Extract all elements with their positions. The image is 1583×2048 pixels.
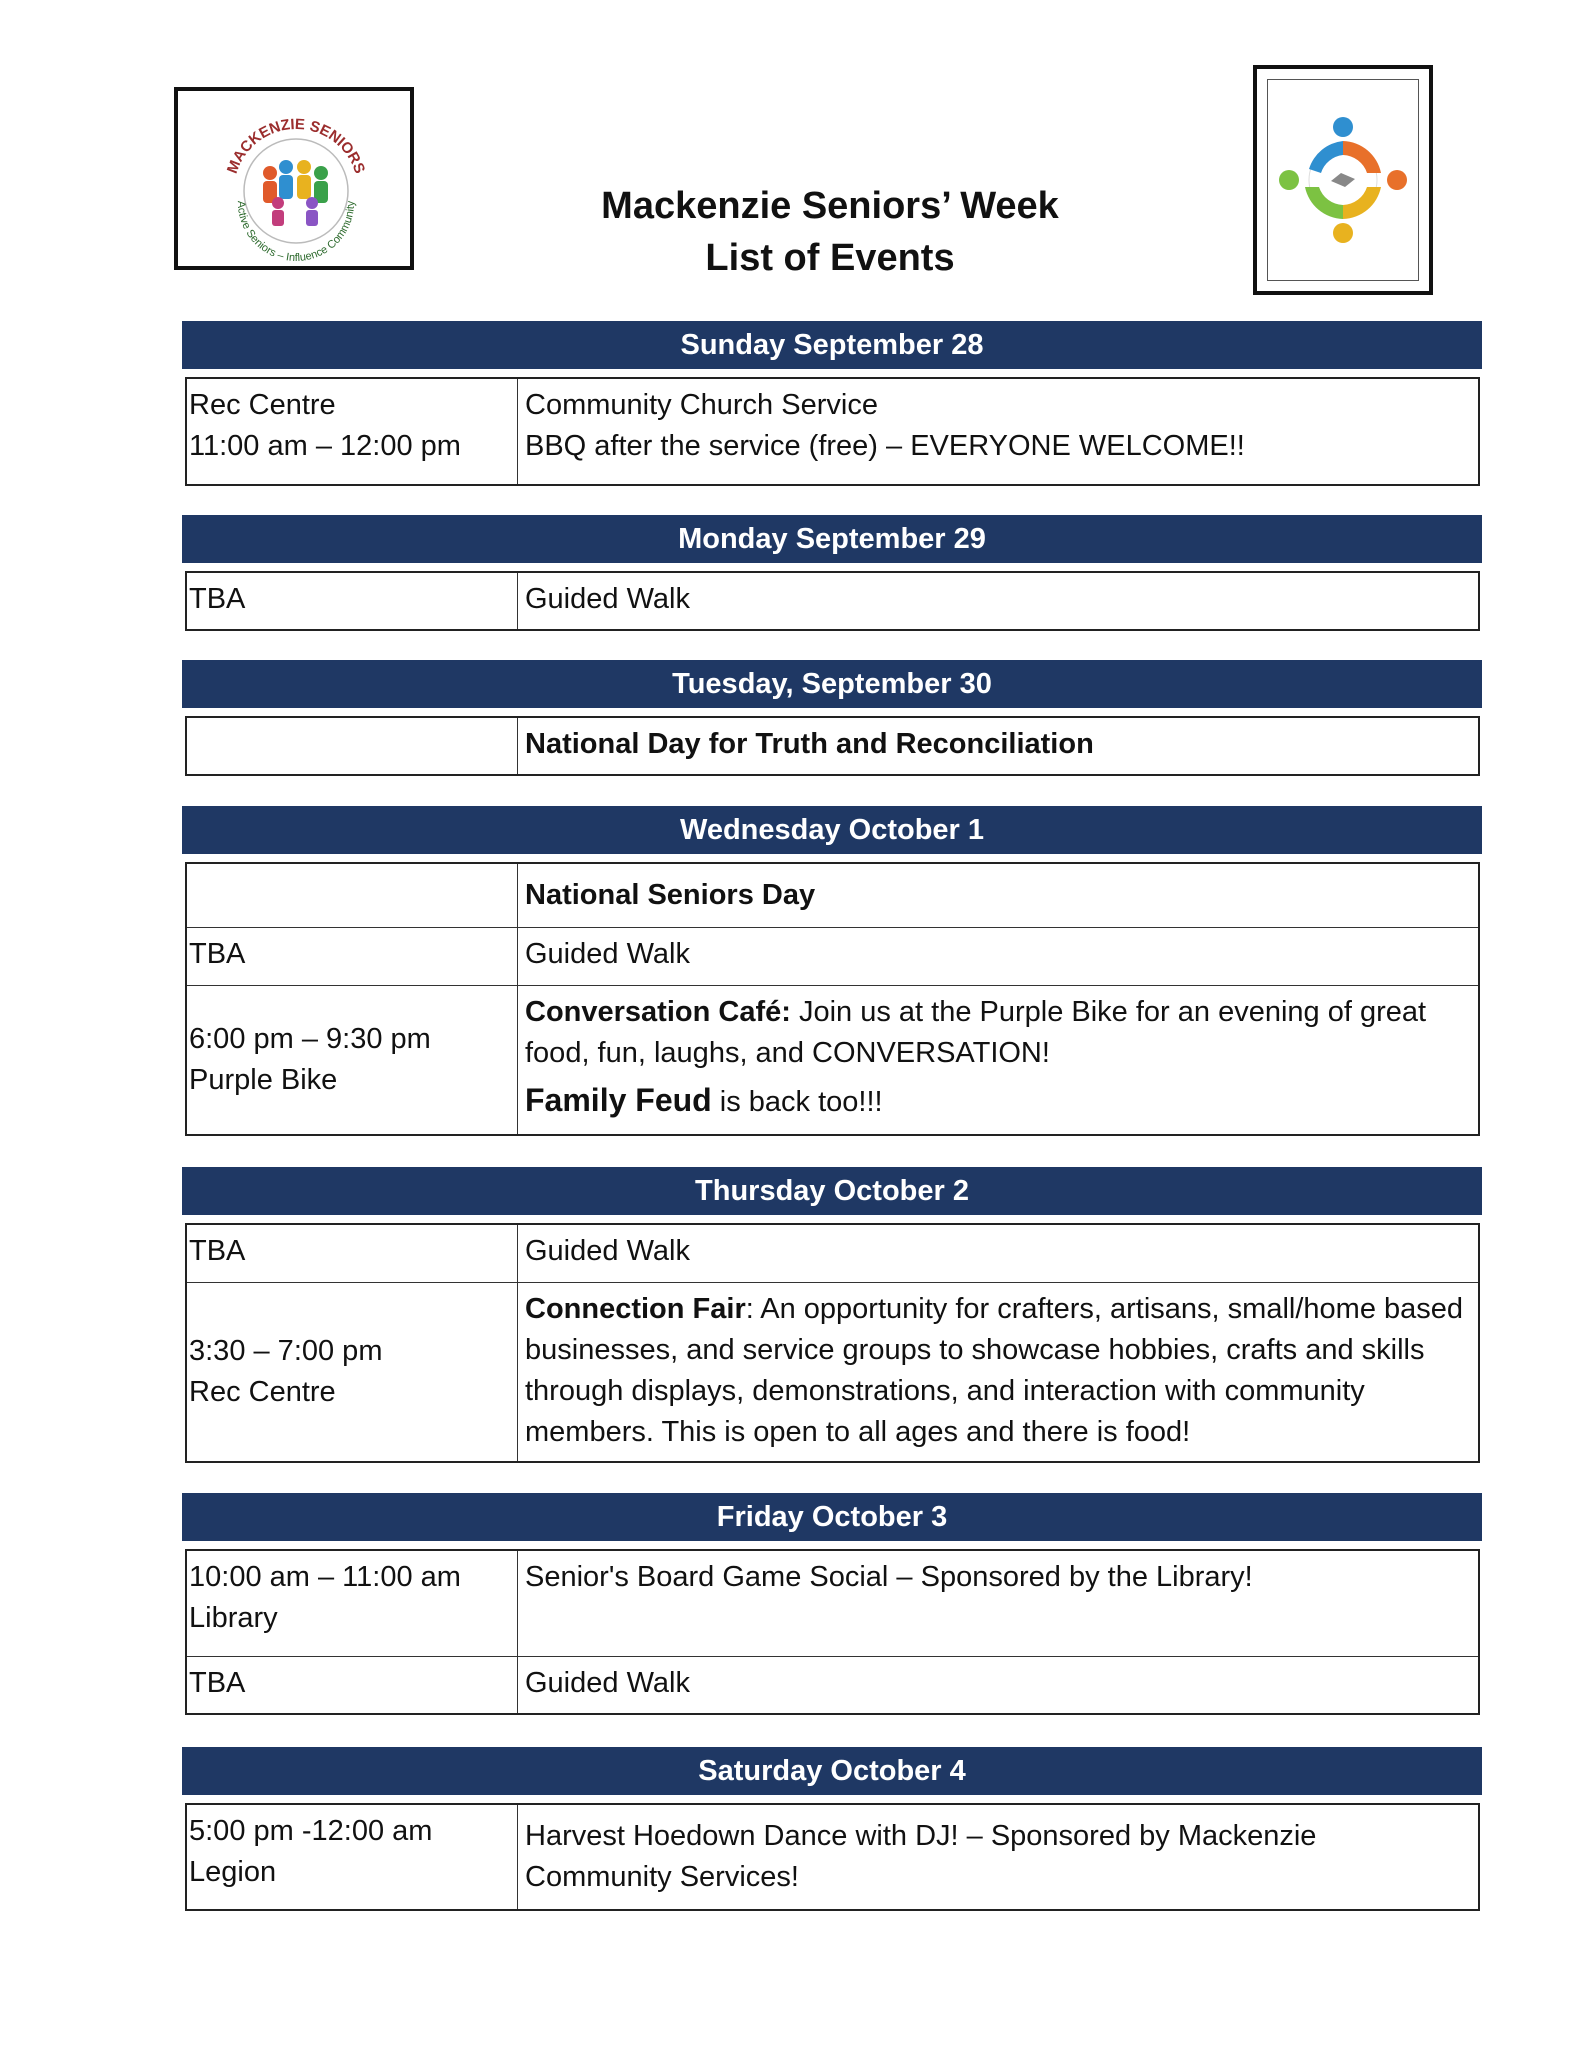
when-cell xyxy=(186,1550,518,1656)
event-name: Conversation Café: xyxy=(525,995,791,1028)
when-cell xyxy=(186,1282,518,1462)
table-row xyxy=(186,1656,1479,1714)
what-cell xyxy=(518,985,1480,1135)
table-row xyxy=(186,863,1479,927)
when-cell xyxy=(186,378,518,485)
time-text: 10:00 am – 11:00 am xyxy=(189,1561,461,1593)
time-text: TBA xyxy=(186,1224,518,1282)
events-table-monday xyxy=(185,571,1480,631)
table-row xyxy=(186,1282,1479,1462)
table-row xyxy=(186,378,1479,485)
table-row xyxy=(186,717,1479,775)
event-name: Family Feud xyxy=(525,1081,712,1118)
events-table-saturday xyxy=(185,1803,1480,1911)
table-row xyxy=(186,1550,1479,1656)
day-header-monday: Monday September 29 xyxy=(182,515,1482,563)
event-text: Senior's Board Game Social – Sponsored by the Library! xyxy=(518,1550,1480,1656)
svg-text:MACKENZIE SENIORS xyxy=(224,116,368,176)
event-text: National Seniors Day xyxy=(518,863,1480,927)
events-table-wednesday xyxy=(185,862,1480,1136)
day-header-wednesday: Wednesday October 1 xyxy=(182,806,1482,854)
event-text: Community Church Service xyxy=(525,389,878,421)
location-text: Purple Bike xyxy=(189,1063,338,1096)
table-row xyxy=(186,927,1479,985)
day-header-tuesday: Tuesday, September 30 xyxy=(182,660,1482,708)
table-row xyxy=(186,1224,1479,1282)
location-text: Legion xyxy=(189,1856,277,1888)
title-line-1: Mackenzie Seniors’ Week xyxy=(601,185,1059,227)
day-header-friday: Friday October 3 xyxy=(182,1493,1482,1541)
time-text: TBA xyxy=(186,1656,518,1714)
time-text: TBA xyxy=(186,572,518,630)
event-text: Guided Walk xyxy=(518,927,1480,985)
time-text: 11:00 am – 12:00 pm xyxy=(189,430,461,462)
event-text: Guided Walk xyxy=(518,1656,1480,1714)
time-text: TBA xyxy=(186,927,518,985)
events-table-tuesday xyxy=(185,716,1480,776)
event-description: is back too!!! xyxy=(711,1085,883,1118)
when-cell xyxy=(186,1804,518,1910)
table-row xyxy=(186,985,1479,1135)
day-header-sunday: Sunday September 28 xyxy=(182,321,1482,369)
title-line-2: List of Events xyxy=(705,237,955,279)
time-text: 6:00 pm – 9:30 pm xyxy=(189,1022,431,1055)
location-text: Library xyxy=(189,1602,278,1634)
mackenzie-seniors-logo xyxy=(174,87,414,270)
event-name: Connection Fair xyxy=(525,1292,746,1325)
event-text: BBQ after the service (free) – EVERYONE WELCOME!! xyxy=(525,430,1245,462)
event-text: Guided Walk xyxy=(518,1224,1480,1282)
day-header-saturday: Saturday October 4 xyxy=(182,1747,1482,1795)
event-text: Harvest Hoedown Dance with DJ! – Sponsored by Mackenzie Community Services! xyxy=(518,1804,1480,1910)
event-description: Join us at the Purple Bike for an evening of great food, fun, laughs, and CONVERSATION! xyxy=(525,995,1427,1069)
events-table-friday xyxy=(185,1549,1480,1715)
time-text: 3:30 – 7:00 pm xyxy=(189,1334,383,1367)
what-cell xyxy=(518,1282,1480,1462)
when-cell xyxy=(186,985,518,1135)
event-text xyxy=(525,996,1426,1069)
events-table-thursday xyxy=(185,1223,1480,1463)
time-text xyxy=(186,863,518,927)
time-text: 5:00 pm -12:00 am xyxy=(189,1815,433,1847)
event-description: : An opportunity for crafters, artisans, small/home based businesses, and service groups to showcase hobbies, crafts and skills through displays, demonstrations, and interaction with community members. This is open to all ages and there is food! xyxy=(525,1292,1464,1448)
event-text xyxy=(525,1080,1470,1123)
events-table-sunday xyxy=(185,377,1480,486)
what-cell xyxy=(518,378,1480,485)
community-hands-logo xyxy=(1253,65,1433,295)
event-text: National Day for Truth and Reconciliation xyxy=(518,717,1480,775)
logo-text-top: MACKENZIE SENIORS xyxy=(223,115,369,176)
time-text xyxy=(186,717,518,775)
table-row xyxy=(186,1804,1479,1910)
event-text: Guided Walk xyxy=(518,572,1480,630)
day-header-thursday: Thursday October 2 xyxy=(182,1167,1482,1215)
table-row xyxy=(186,572,1479,630)
logo-text-bottom: Active Seniors – Influence Community xyxy=(234,200,358,265)
page-title xyxy=(500,180,1160,284)
svg-text:Active Seniors – Influence Com xyxy=(235,200,357,264)
location-text: Rec Centre xyxy=(189,389,336,421)
location-text: Rec Centre xyxy=(189,1375,336,1408)
